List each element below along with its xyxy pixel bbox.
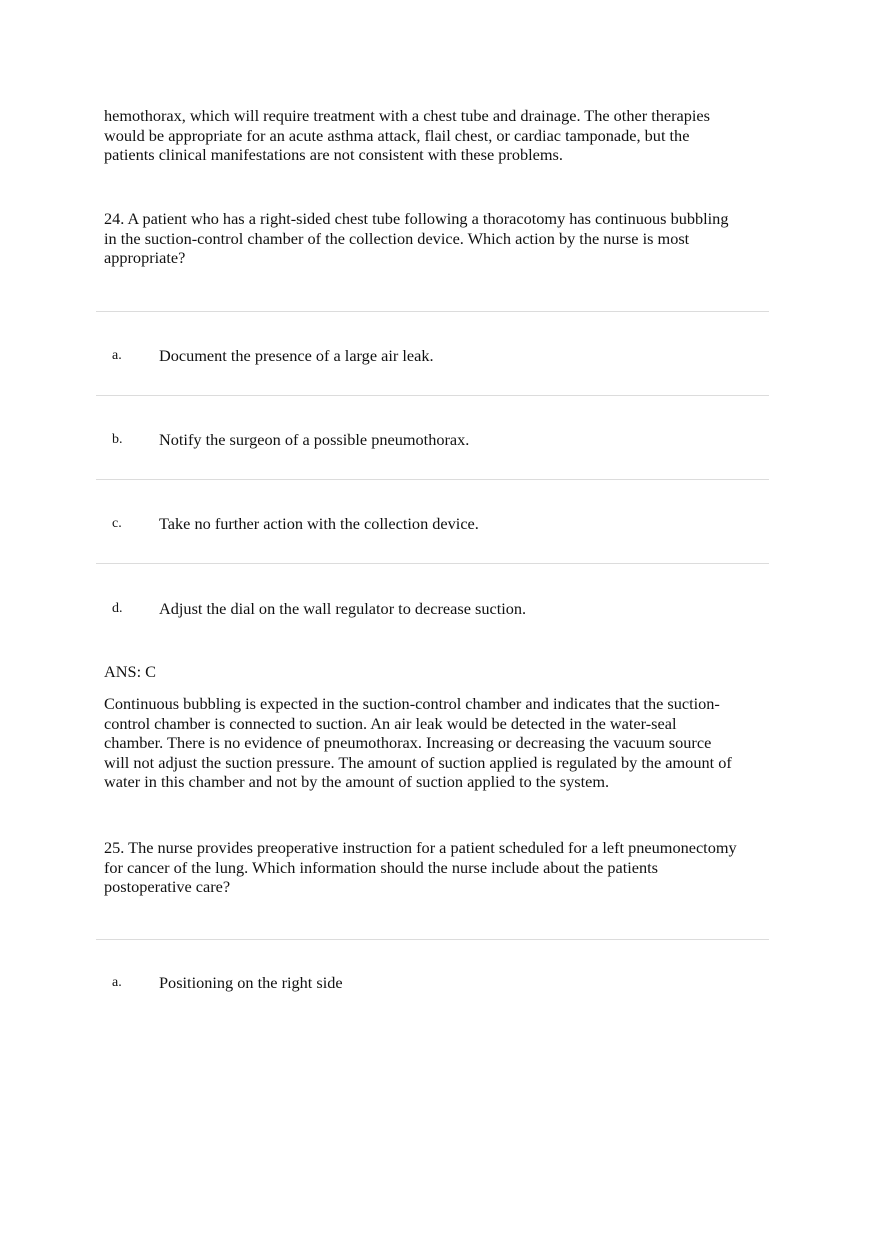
- divider: [96, 479, 769, 480]
- text-line: chamber. There is no evidence of pneumothorax. Increasing or decreasing the vacuum source: [104, 733, 712, 753]
- text-line: postoperative care?: [104, 877, 231, 897]
- answer-label: [104, 662, 156, 682]
- option-text: Notify the surgeon of a possible pneumothorax.: [159, 430, 470, 449]
- text-line: hemothorax, which will require treatment with a chest tube and drainage. The other therapies: [104, 106, 710, 125]
- divider: [96, 395, 769, 396]
- option-letter: a.: [112, 348, 122, 363]
- question-25-stem: [104, 838, 737, 897]
- option-text: Document the presence of a large air leak.: [159, 346, 434, 365]
- option-letter: c.: [112, 516, 122, 531]
- text-line: for cancer of the lung. Which information should the nurse include about the patients: [104, 857, 659, 877]
- option-letter: b.: [112, 432, 123, 447]
- option-text: Positioning on the right side: [159, 973, 343, 992]
- rationale-paragraph: [104, 694, 732, 792]
- text-line: appropriate?: [104, 248, 186, 268]
- option-text: Take no further action with the collection device.: [159, 514, 479, 533]
- text-line: Continuous bubbling is expected in the suction-control chamber and indicates that the suction-: [104, 694, 720, 713]
- text-line: will not adjust the suction pressure. The amount of suction applied is regulated by the amount of: [104, 752, 732, 772]
- text-line: patients clinical manifestations are not consistent with these problems.: [104, 145, 563, 165]
- text-line: 25. The nurse provides preoperative instruction for a patient scheduled for a left pneumonectomy: [104, 838, 737, 857]
- answer-text: ANS: C: [104, 662, 157, 681]
- question-24-stem: [104, 209, 728, 268]
- intro-paragraph: [104, 106, 710, 165]
- text-line: 24. A patient who has a right-sided chest tube following a thoracotomy has continuous bubbling: [104, 209, 729, 228]
- text-line: would be appropriate for an acute asthma attack, flail chest, or cardiac tamponade, but the: [104, 125, 690, 145]
- divider: [96, 311, 769, 312]
- text-line: water in this chamber and not by the amount of suction applied to the system.: [104, 772, 610, 792]
- option-text: Adjust the dial on the wall regulator to decrease suction.: [159, 599, 527, 618]
- option-letter: a.: [112, 975, 122, 990]
- text-line: control chamber is connected to suction. An air leak would be detected in the water-seal: [104, 713, 677, 733]
- text-line: in the suction-control chamber of the collection device. Which action by the nurse is most: [104, 228, 690, 248]
- option-letter: d.: [112, 601, 123, 616]
- divider: [96, 563, 769, 564]
- divider: [96, 939, 769, 940]
